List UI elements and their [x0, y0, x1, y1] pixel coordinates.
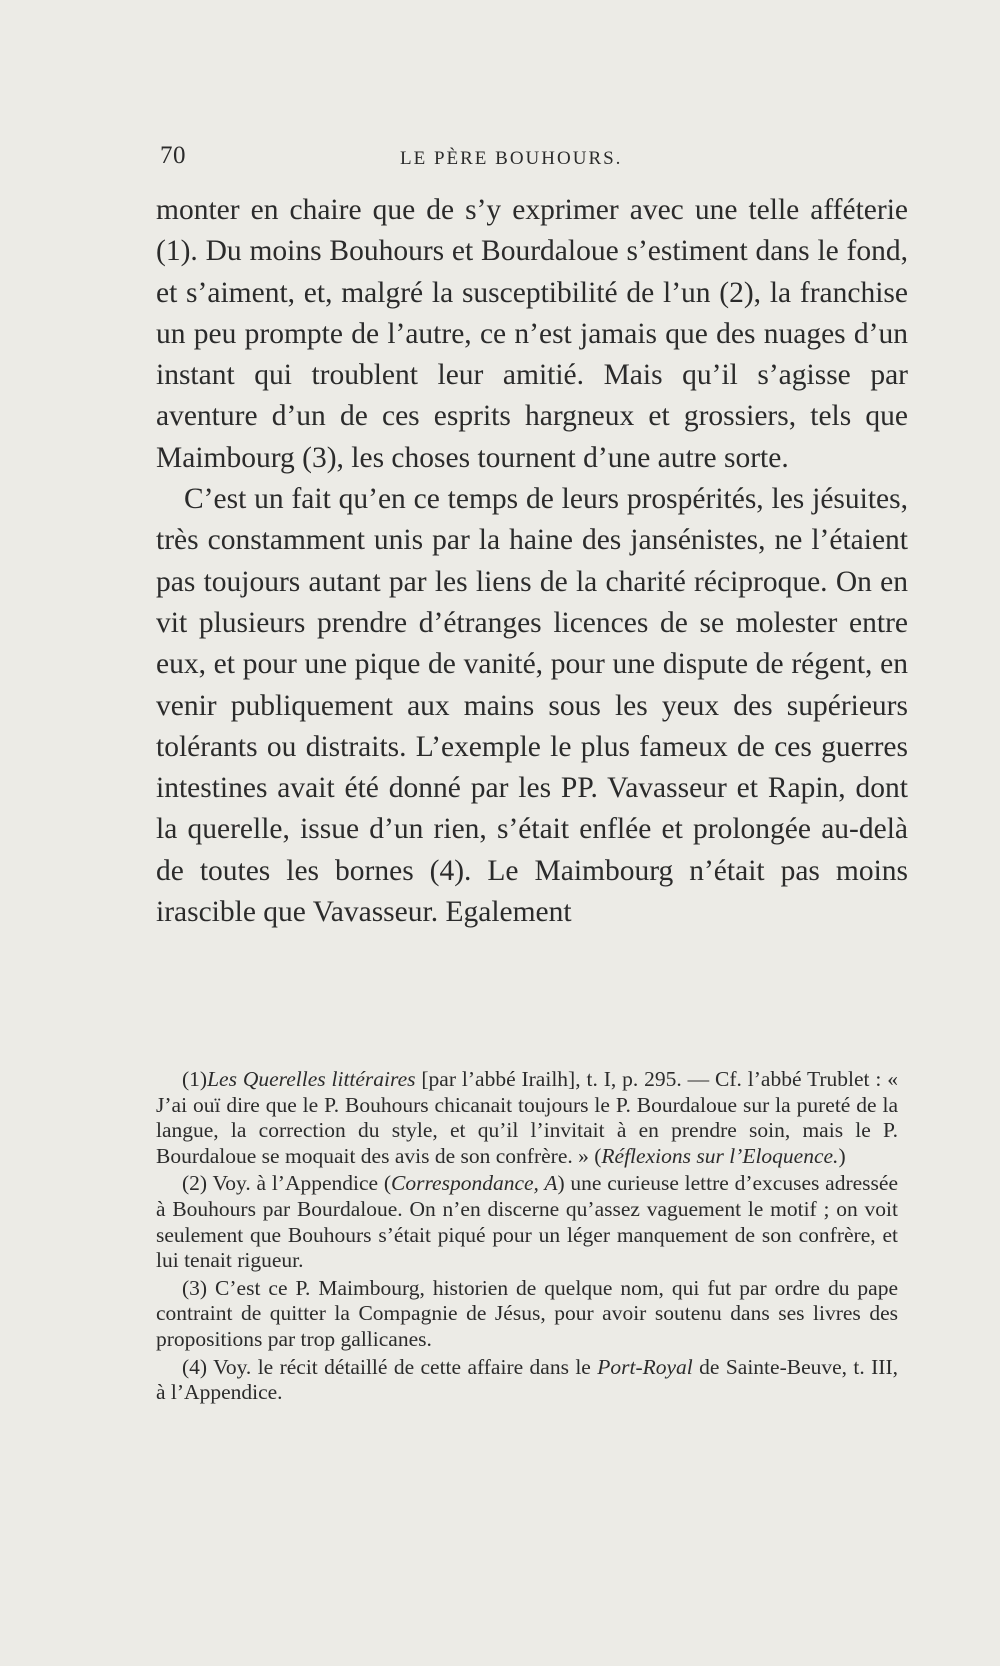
footnote-title: Réflexions sur l’Eloquence. — [601, 1143, 839, 1168]
footnote-text: [par l’abbé Irailh], t. I, p. 295. — Cf. l’abbé Trublet : « J’ai ouï dire que le P. Bouhours chicanait toujours le P. Bourdaloue sur la pureté de la langue, la correction du style, et qu’il l’invitait à en prendre soin, mais le P. Bourdaloue se moquait des avis de son confrère. » ( — [156, 1067, 898, 1168]
footnote-text: Voy. le récit détaillé de cette affaire dans le — [207, 1354, 598, 1379]
main-text — [156, 190, 908, 933]
footnote-4 — [156, 1355, 898, 1406]
running-title: LE PÈRE BOUHOURS. — [400, 148, 623, 169]
paragraph: C’est un fait qu’en ce temps de leurs prospérités, les jésuites, très constamment unis par la haine des jansénistes, ne l’étaient pas toujours autant par les liens de la charité réciproque. On en vit plusieurs prendre d’étranges licences de se molester entre eux, et pour une pique de vanité, pour une dispute de régent, en venir publiquement aux mains sous les yeux des supérieurs tolérants ou distraits. L’exemple le plus fameux de ces guerres intestines avait été donné par les PP. Vavasseur et Rapin, dont la querelle, issue d’un rien, s’était enflée et prolongée au-delà de toutes les bornes (4). Le Maimbourg n’était pas moins irascible que Vavasseur. Egalement — [156, 483, 908, 929]
footnote-title: Les Querelles littéraires — [207, 1067, 416, 1091]
footnote-title: Correspondance, A — [391, 1171, 558, 1196]
footnote-text: Voy. à l’Appendice ( — [207, 1171, 392, 1196]
footnotes — [156, 1067, 898, 1406]
footnote-text: C’est ce P. Maimbourg, historien de quelque nom, qui fut par ordre du pape contraint de quitter la Compagnie de Jésus, pour avoir soutenu dans ses livres des propositions par trop gallicanes. — [156, 1275, 898, 1351]
footnote-mark: (3) — [182, 1275, 208, 1300]
footnote-title: Port-Royal — [597, 1354, 693, 1379]
page-number: 70 — [160, 142, 186, 169]
footnote-text: ) — [838, 1143, 846, 1168]
footnote-mark: (2) — [182, 1171, 208, 1196]
footnote-text: de Sainte-Beuve, t. III, à l’Appendice. — [156, 1354, 898, 1405]
footnote-mark: (4) — [182, 1354, 208, 1379]
paragraph-continued: monter en chaire que de s’y exprimer avec une telle afféterie (1). Du moins Bouhours et Bourdaloue s’estiment dans le fond, et s’aiment, et, malgré la susceptibilité de l’un (2), la franchise un peu prompte de l’autre, ce n’est jamais que des nuages d’un instant qui troublent leur amitié. Mais qu’il s’agisse par aventure d’un de ces esprits hargneux et grossiers, tels que Maimbourg (3), les choses tournent d’une autre sorte. — [156, 194, 908, 474]
footnote-2 — [156, 1171, 898, 1273]
page-header — [160, 142, 905, 176]
footnote-text: ) une curieuse lettre d’excuses adressée à Bouhours par Bourdaloue. On n’en discerne qu’assez vaguement le motif ; on voit seulement que Bouhours s’était piqué pour un léger manquement de son confrère, et lui tenait rigueur. — [156, 1171, 898, 1273]
footnote-1 — [156, 1067, 898, 1169]
footnote-mark: (1) — [182, 1067, 208, 1091]
footnote-3 — [156, 1276, 898, 1353]
